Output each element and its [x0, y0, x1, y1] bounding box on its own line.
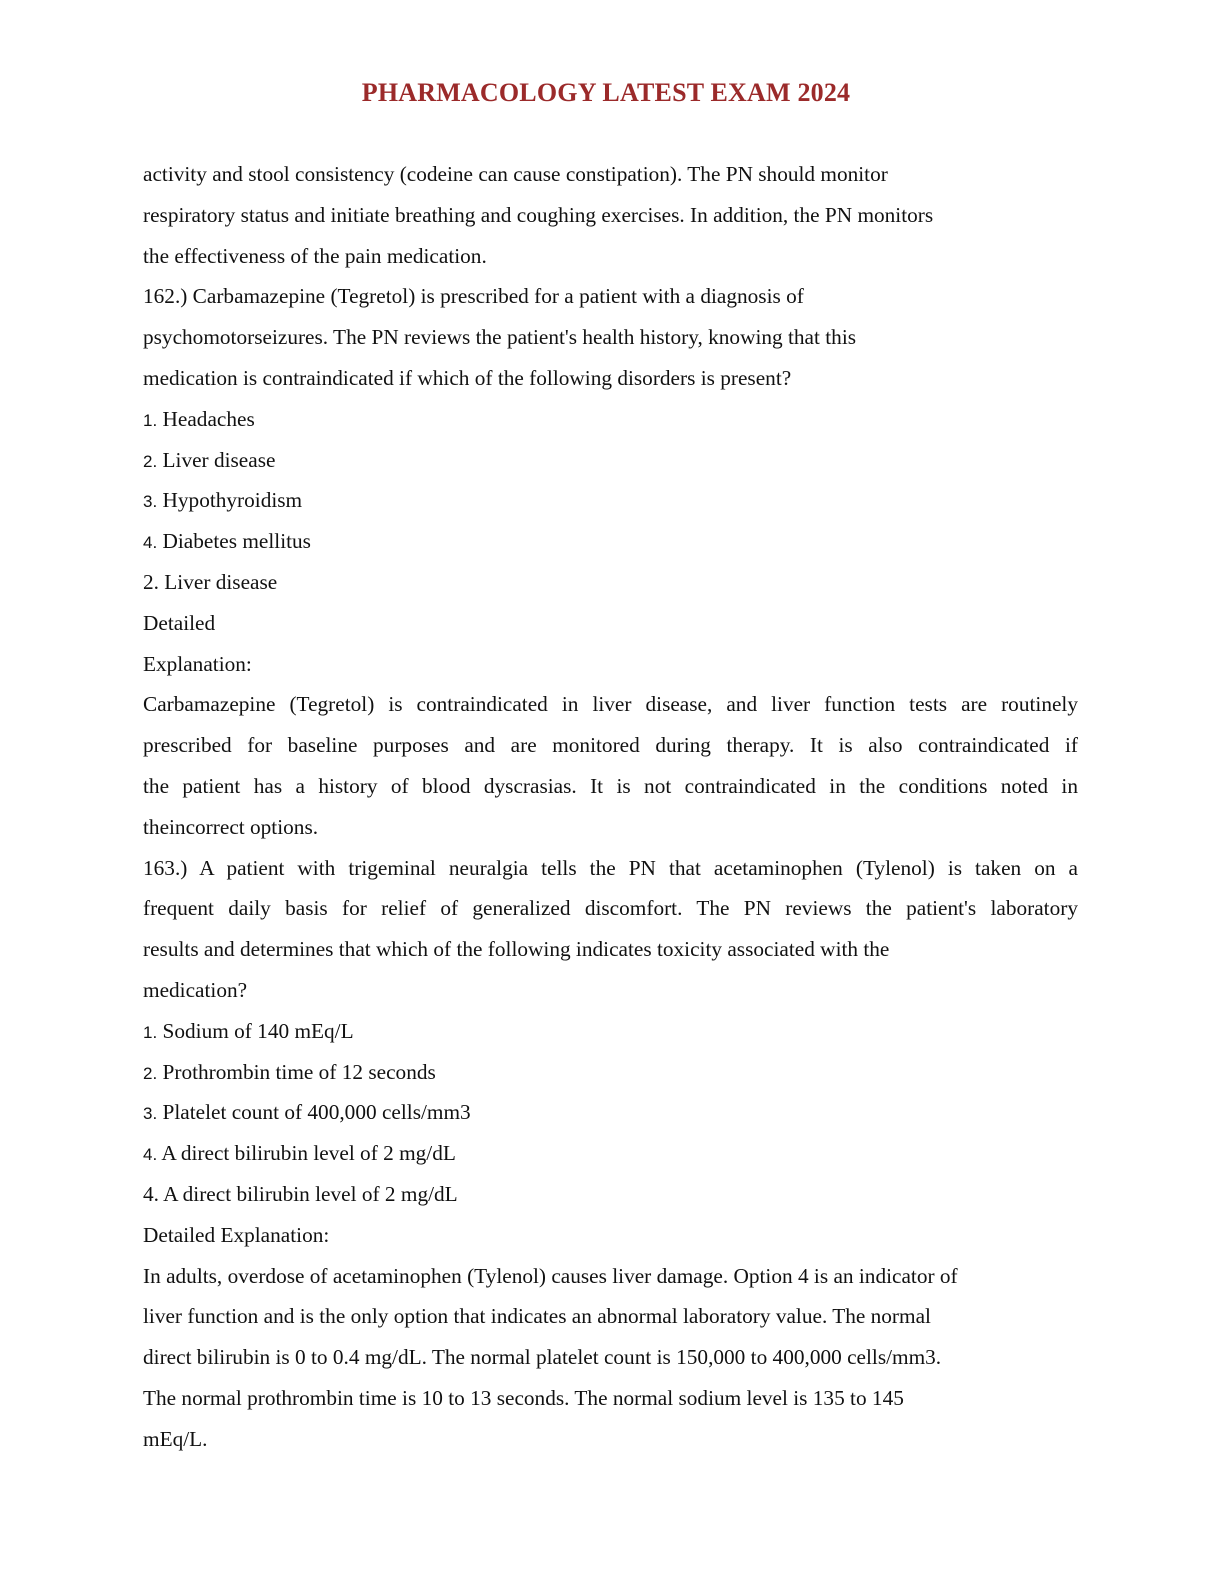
option-number: 4. — [143, 1145, 158, 1165]
q163-explanation-line: direct bilirubin is 0 to 0.4 mg/dL. The normal platelet count is 150,000 to 400,000 cells/mm3. — [143, 1345, 942, 1370]
q163-option — [143, 1011, 1078, 1052]
option-text: Hypothyroidism — [157, 488, 303, 513]
q162-explanation-line: Carbamazepine (Tegretol) is contraindicated in liver disease, and liver function tests are routinely — [143, 692, 1078, 717]
option-text: Diabetes mellitus — [157, 529, 311, 554]
q162-explanation-label: Detailed — [143, 610, 216, 635]
document-body — [143, 154, 1078, 1460]
question-163-line: 163.) A patient with trigeminal neuralgia tells the PN that acetaminophen (Tylenol) is taken on a — [143, 855, 1078, 880]
intro-line: activity and stool consistency (codeine can cause constipation). The PN should monitor — [143, 162, 888, 186]
q163-answer: 4. A direct bilirubin level of 2 mg/dL — [143, 1181, 458, 1206]
option-number: 1. — [143, 410, 158, 430]
q163-explanation-line: The normal prothrombin time is 10 to 13 seconds. The normal sodium level is 135 to 145 — [143, 1385, 904, 1410]
q162-explanation-line: the patient has a history of blood dyscrasias. It is not contraindicated in the conditions noted in — [143, 773, 1078, 798]
q162-explanation-line: prescribed for baseline purposes and are monitored during therapy. It is also contraindicated if — [143, 733, 1078, 758]
option-text: Liver disease — [157, 447, 276, 472]
q162-explanation-label: Explanation: — [143, 651, 252, 676]
question-163-line: results and determines that which of the following indicates toxicity associated with the — [143, 937, 890, 962]
option-number: 1. — [143, 1022, 158, 1042]
q163-explanation-label: Detailed Explanation: — [143, 1222, 330, 1247]
q162-option — [143, 399, 1078, 440]
option-text: Headaches — [157, 406, 255, 431]
q162-option — [143, 440, 1078, 481]
option-number: 2. — [143, 451, 158, 471]
option-number: 2. — [143, 1063, 158, 1083]
q163-option — [143, 1092, 1078, 1133]
intro-line: the effectiveness of the pain medication. — [143, 243, 487, 268]
question-162-line: medication is contraindicated if which of the following disorders is present? — [143, 365, 792, 390]
q162-option — [143, 480, 1078, 521]
page-title: PHARMACOLOGY LATEST EXAM 2024 — [361, 78, 851, 107]
option-text: A direct bilirubin level of 2 mg/dL — [157, 1141, 456, 1166]
option-text: Sodium of 140 mEq/L — [157, 1018, 354, 1043]
option-number: 3. — [143, 1104, 158, 1124]
intro-line: respiratory status and initiate breathing and coughing exercises. In addition, the PN monitors — [143, 202, 934, 227]
q163-option — [143, 1052, 1078, 1093]
q162-option — [143, 521, 1078, 562]
q163-option — [143, 1133, 1078, 1174]
question-162-line: psychomotorseizures. The PN reviews the patient's health history, knowing that this — [143, 325, 857, 350]
question-163-line: frequent daily basis for relief of generalized discomfort. The PN reviews the patient's laboratory — [143, 896, 1078, 921]
option-number: 3. — [143, 492, 158, 512]
option-text: Platelet count of 400,000 cells/mm3 — [157, 1100, 471, 1125]
q162-answer: 2. Liver disease — [143, 569, 278, 594]
option-number: 4. — [143, 533, 158, 553]
option-text: Prothrombin time of 12 seconds — [157, 1059, 436, 1084]
question-163-line: medication? — [143, 977, 248, 1002]
q163-explanation-line: mEq/L. — [143, 1426, 208, 1451]
q162-explanation-line: theincorrect options. — [143, 814, 319, 839]
q163-explanation-line: liver function and is the only option that indicates an abnormal laboratory value. The normal — [143, 1304, 931, 1329]
question-162-line: 162.) Carbamazepine (Tegretol) is prescribed for a patient with a diagnosis of — [143, 284, 804, 309]
q163-explanation-line: In adults, overdose of acetaminophen (Tylenol) causes liver damage. Option 4 is an indicator of — [143, 1263, 958, 1288]
